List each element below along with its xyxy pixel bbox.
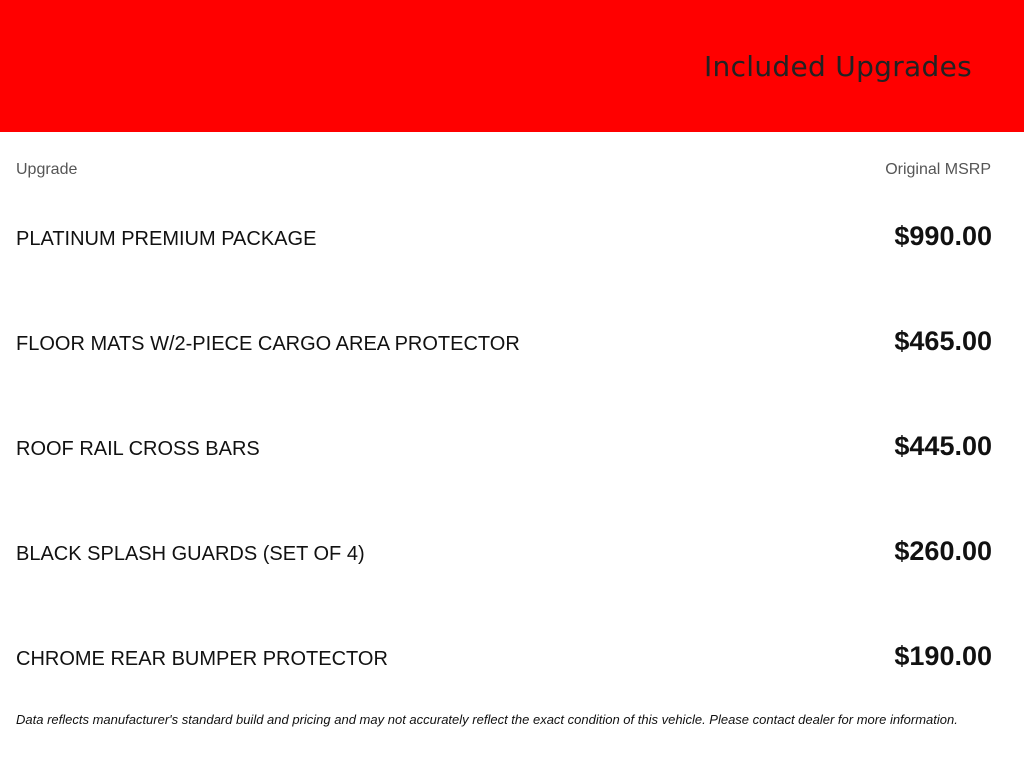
column-headers xyxy=(16,161,991,181)
upgrade-name: FLOOR MATS W/2-PIECE CARGO AREA PROTECTOR xyxy=(16,333,520,355)
upgrade-list xyxy=(16,210,992,735)
column-header-upgrade: Upgrade xyxy=(16,161,78,178)
list-item xyxy=(16,525,992,630)
header-banner xyxy=(0,0,1024,132)
column-header-msrp: Original MSRP xyxy=(885,161,991,178)
upgrade-name: BLACK SPLASH GUARDS (SET OF 4) xyxy=(16,543,365,565)
list-item xyxy=(16,420,992,525)
list-item xyxy=(16,315,992,420)
upgrade-price: $445.00 xyxy=(894,431,992,461)
upgrade-name: ROOF RAIL CROSS BARS xyxy=(16,438,260,460)
upgrade-name: CHROME REAR BUMPER PROTECTOR xyxy=(16,648,388,670)
page-title: Included Upgrades xyxy=(704,50,972,83)
upgrade-price: $465.00 xyxy=(894,326,992,356)
upgrade-price: $260.00 xyxy=(894,536,992,566)
upgrade-name: PLATINUM PREMIUM PACKAGE xyxy=(16,228,317,250)
list-item xyxy=(16,210,992,315)
disclaimer-text: Data reflects manufacturer's standard build and pricing and may not accurately reflect the exact condition of this vehicle. Please contact dealer for more information. xyxy=(16,712,958,727)
upgrade-price: $190.00 xyxy=(894,641,992,671)
upgrade-price: $990.00 xyxy=(894,221,992,251)
